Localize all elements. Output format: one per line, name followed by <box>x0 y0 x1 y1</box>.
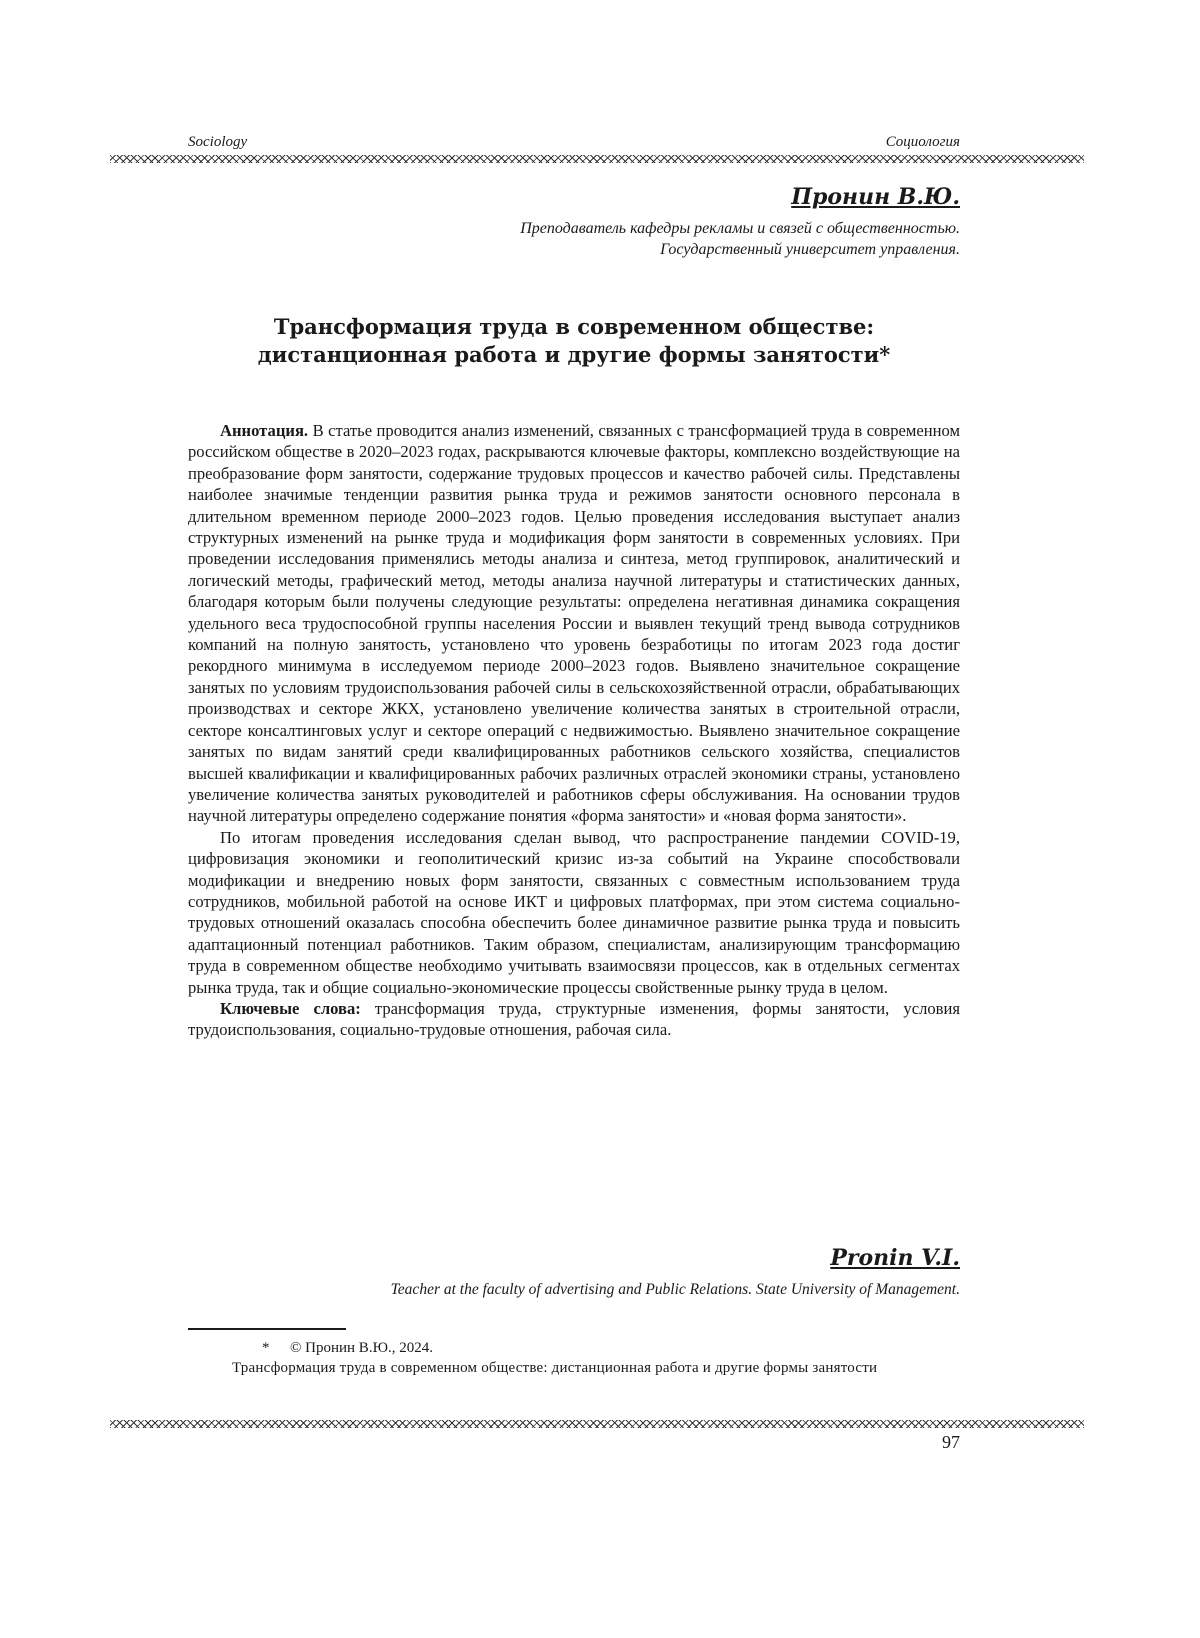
footnote-text: Трансформация труда в современном обществе: дистанционная работа и другие формы занятости <box>188 1358 960 1378</box>
top-ornament-divider <box>110 155 1084 163</box>
author-name: Пронин В.Ю. <box>260 184 960 210</box>
bottom-ornament-divider <box>110 1420 1084 1428</box>
abstract <box>188 420 960 1041</box>
footnote-marker: * <box>262 1338 270 1358</box>
abstract-text: В статье проводится анализ изменений, связанных с трансформацией труда в современном российском обществе в 2020–2023 годах, раскрываются ключевые факторы, комплексно воздействующие на преобразование форм занятости, содержание трудовых процессов и качество рабочей силы. Представлены наиболее значимые тенденции развития рынка труда и режимов занятости основного персонала в длительном временном периоде 2000–2023 годов. Целью проведения исследования выступает анализ структурных изменений на рынке труда и модификация форм занятости в современных условиях. При проведении исследования применялись методы анализа и синтеза, метод группировок, аналитический и логический методы, графический метод, методы анализа научной литературы и статистических данных, благодаря которым были получены следующие результаты: определена негативная динамика сокращения удельного веса трудоспособной группы населения России и выявлен текущий тренд вывода сотрудников компаний на полную занятость, установлено что уровень безработицы по итогам 2023 года достиг рекордного минимума в исследуемом периоде 2000–2023 годов. Выявлено значительное сокращение занятых по условиям трудоиспользования рабочей силы в сельскохозяйственной отрасли, обрабатывающих производствах и секторе ЖКХ, установлено увеличение количества занятых в строительной отрасли, секторе консалтинговых услуг и секторе операций с недвижимостью. Выявлено значительное сокращение занятых по видам занятий среди квалифицированных работников сельского хозяйства, специалистов высшей квалификации и квалифицированных рабочих различных отраслей экономики страны, установлено увеличение количества занятых руководителей и работников сферы обслуживания. На основании трудов научной литературы определено содержание понятия «форма занятости» и «новая форма занятости». <box>188 421 960 825</box>
footnote-rule <box>188 1328 346 1330</box>
english-author-name: Pronin V.I. <box>160 1245 960 1271</box>
keywords-paragraph <box>188 998 960 1041</box>
author-affiliation-line1: Преподаватель кафедры рекламы и связей с общественностью. <box>260 218 960 239</box>
abstract-paragraph-2: По итогам проведения исследования сделан вывод, что распространение пандемии COVID-19, цифровизация экономики и геополитический кризис из-за событий на Украине способствовали модификации и внедрению новых форм занятости, связанных с совместным использованием труда сотрудников, мобильной работой на основе ИКТ и цифровых платформах, при этом система социально-трудовых отношений оказалась способна обеспечить более динамичное развитие рынка труда и повысить адаптационный потенциал работников. Таким образом, специалистам, анализирующим трансформацию труда в современном обществе необходимо учитывать взаимосвязи процессов, как в отдельных сегментах рынка труда, так и общие социально-экономические процессы свойственные рынку труда в целом. <box>188 827 960 998</box>
running-head-right: Социология <box>886 134 960 151</box>
author-affiliation-line2: Государственный университет управления. <box>260 239 960 260</box>
footnote-copyright-line <box>188 1338 960 1358</box>
keywords-label: Ключевые слова: <box>220 999 361 1018</box>
article-title <box>188 313 960 369</box>
abstract-label: Аннотация. <box>220 421 308 440</box>
running-head-left: Sociology <box>188 134 247 151</box>
page-number: 97 <box>942 1432 960 1453</box>
abstract-paragraph-1 <box>188 420 960 827</box>
author-block <box>260 184 960 260</box>
keywords-text: трансформация труда, структурные изменения, формы занятости, условия трудоиспользования, социально-трудовые отношения, рабочая сила. <box>188 999 960 1039</box>
running-head <box>188 134 960 154</box>
journal-page <box>0 0 1200 1638</box>
article-title-line1: Трансформация труда в современном обществе: <box>188 313 960 341</box>
english-author-affiliation: Teacher at the faculty of advertising and Public Relations. State University of Management. <box>160 1281 960 1299</box>
article-title-line2: дистанционная работа и другие формы занятости* <box>188 341 960 369</box>
footnotes <box>188 1338 960 1378</box>
footnote-copyright: © Пронин В.Ю., 2024. <box>262 1340 433 1356</box>
english-author-block <box>160 1245 960 1299</box>
author-affiliation <box>260 218 960 260</box>
